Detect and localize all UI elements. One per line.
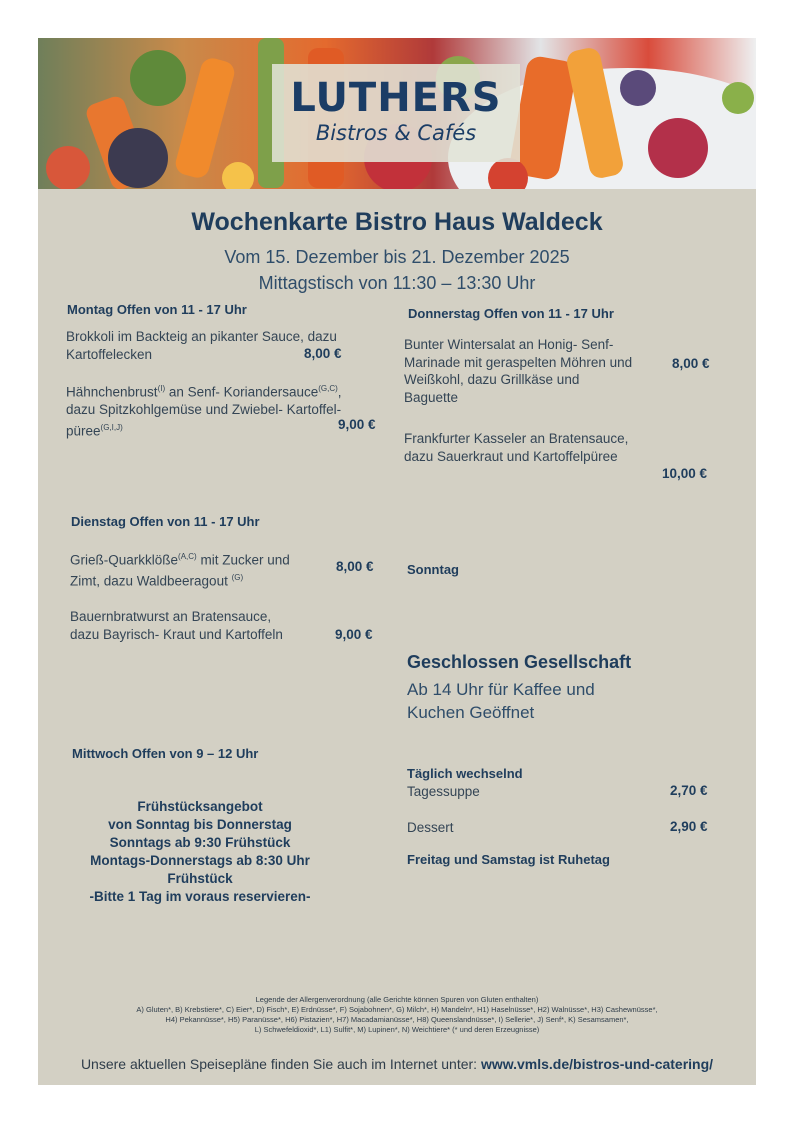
daily-heading: Täglich wechselnd [407, 766, 523, 781]
allergen-mark: (G,C) [318, 384, 338, 393]
legend-line: A) Gluten*, B) Krebstiere*, C) Eier*, D) Fisch*, E) Erdnüsse*, F) Sojabohnen*, G) Milch*, H) Mandeln*, H1) Haselnüsse*, H2) Walnüsse*, H3) Cashewnüsse*, [136, 1005, 658, 1014]
sunday-heading: Sonntag [407, 562, 459, 577]
legend-line: L) Schwefeldioxid*, L1) Sulfit*, M) Lupinen*, N) Weichtiere* (* und deren Erzeugnisse) [254, 1025, 540, 1034]
sunday-closed-title: Geschlossen Gesellschaft [407, 652, 632, 672]
tuesday-item-1-text-b: mit Zucker und [196, 552, 290, 568]
breakfast-line: von Sonntag bis Donnerstag [108, 817, 292, 832]
allergen-mark: (G) [231, 573, 244, 582]
thursday-heading: Donnerstag Offen von 11 - 17 Uhr [408, 306, 614, 321]
monday-item-2-line-3: püree [66, 423, 101, 438]
soup-price: 2,70 € [670, 783, 708, 798]
sunday-closed-line: Kuchen Geöffnet [407, 703, 535, 722]
tuesday-item-2 [70, 608, 330, 643]
soup-label: Tagessuppe [407, 784, 480, 799]
allergen-mark: (G,I,J) [100, 422, 123, 432]
monday-item-1-price: 8,00 € [304, 346, 342, 361]
thursday-item-1 [404, 336, 662, 406]
legend-line: Legende der Allergenverordnung (alle Gerichte können Spuren von Gluten enthalten) [255, 995, 539, 1004]
monday-item-1-line-2: Kartoffelecken [66, 346, 153, 362]
monday-item-2-line-2: dazu Spitzkohlgemüse und Zwiebel- Kartoffel- [66, 402, 342, 417]
breakfast-line: Frühstück [167, 871, 233, 886]
breakfast-line: Sonntags ab 9:30 Frühstück [109, 835, 291, 850]
brand-name: LUTHERS [290, 75, 502, 121]
monday-heading: Montag Offen von 11 - 17 Uhr [67, 302, 247, 317]
date-range: Vom 15. Dezember bis 21. Dezember 2025 [224, 247, 570, 267]
food-banner-image [38, 38, 756, 189]
tuesday-item-2-line-1: Bauernbratwurst an Bratensauce, [70, 609, 272, 624]
tuesday-heading: Dienstag Offen von 11 - 17 Uhr [71, 514, 260, 529]
sunday-closed-info [407, 678, 707, 724]
breakfast-offer [78, 798, 322, 906]
breakfast-line: Frühstücksangebot [137, 799, 263, 814]
thursday-item-1-line: Weißkohl, dazu Grillkäse und [404, 372, 580, 387]
breakfast-line: Montags-Donnerstags ab 8:30 Uhr [90, 853, 310, 868]
monday-item-2-price: 9,00 € [338, 417, 376, 432]
sunday-closed-line: Ab 14 Uhr für Kaffee und [407, 680, 595, 699]
thursday-item-2-line: Frankfurter Kasseler an Bratensauce, [404, 431, 629, 446]
thursday-item-1-line: Baguette [404, 389, 459, 405]
page-title: Wochenkarte Bistro Haus Waldeck [191, 208, 603, 236]
thursday-item-1-line: Marinade mit geraspelten Möhren und [404, 354, 633, 370]
allergen-mark: (I) [157, 384, 166, 393]
allergen-legend [58, 995, 736, 1035]
brand-logo [272, 64, 520, 162]
monday-item-1-line-1: Brokkoli im Backteig an pikanter Sauce, dazu [66, 329, 337, 344]
wednesday-heading: Mittwoch Offen von 9 – 12 Uhr [72, 746, 259, 761]
breakfast-line: -Bitte 1 Tag im voraus reservieren- [89, 889, 311, 904]
tuesday-item-2-line-2: dazu Bayrisch- Kraut und Kartoffeln [70, 626, 283, 642]
footer-link[interactable]: www.vmls.de/bistros-und-catering/ [480, 1056, 714, 1072]
thursday-item-2-price: 10,00 € [662, 466, 708, 481]
tuesday-item-2-price: 9,00 € [335, 627, 373, 642]
dessert-label: Dessert [407, 820, 454, 835]
legend-line: H4) Pekannüsse*, H5) Paranüsse*, H6) Pistazien*, H7) Macadamianüsse*, H8) Queenslandnüsse*, I) Sellerie*, J) Senf*, K) Sesamsamen*, [165, 1015, 629, 1024]
thursday-item-2-line: dazu Sauerkraut und Kartoffelpüree [404, 448, 618, 464]
thursday-item-2 [404, 430, 674, 465]
allergen-mark: (A,C) [178, 552, 197, 561]
tuesday-item-1-price: 8,00 € [336, 559, 374, 574]
lunch-hours: Mittagstisch von 11:30 – 13:30 Uhr [258, 273, 536, 293]
footer [38, 1056, 756, 1072]
tuesday-item-1-line-2: Zimt, dazu Waldbeeragout [70, 573, 232, 589]
monday-item-2-text-b: an Senf- Koriandersauce [165, 384, 319, 400]
menu-sheet [38, 38, 756, 1085]
thursday-item-1-price: 8,00 € [672, 356, 710, 371]
tuesday-item-1 [70, 548, 320, 590]
footer-text: Unsere aktuellen Speisepläne finden Sie auch im Internet unter: [80, 1056, 481, 1072]
monday-item-2-text-a: Hähnchenbrust [66, 384, 158, 400]
rest-days: Freitag und Samstag ist Ruhetag [407, 852, 610, 867]
dessert-price: 2,90 € [670, 819, 708, 834]
tuesday-item-1-text-a: Grieß-Quarkklöße [70, 552, 179, 568]
brand-tagline: Bistros & Cafés [315, 121, 477, 145]
monday-item-2-text-c: , [337, 384, 342, 400]
thursday-item-1-line: Bunter Wintersalat an Honig- Senf- [404, 337, 614, 352]
